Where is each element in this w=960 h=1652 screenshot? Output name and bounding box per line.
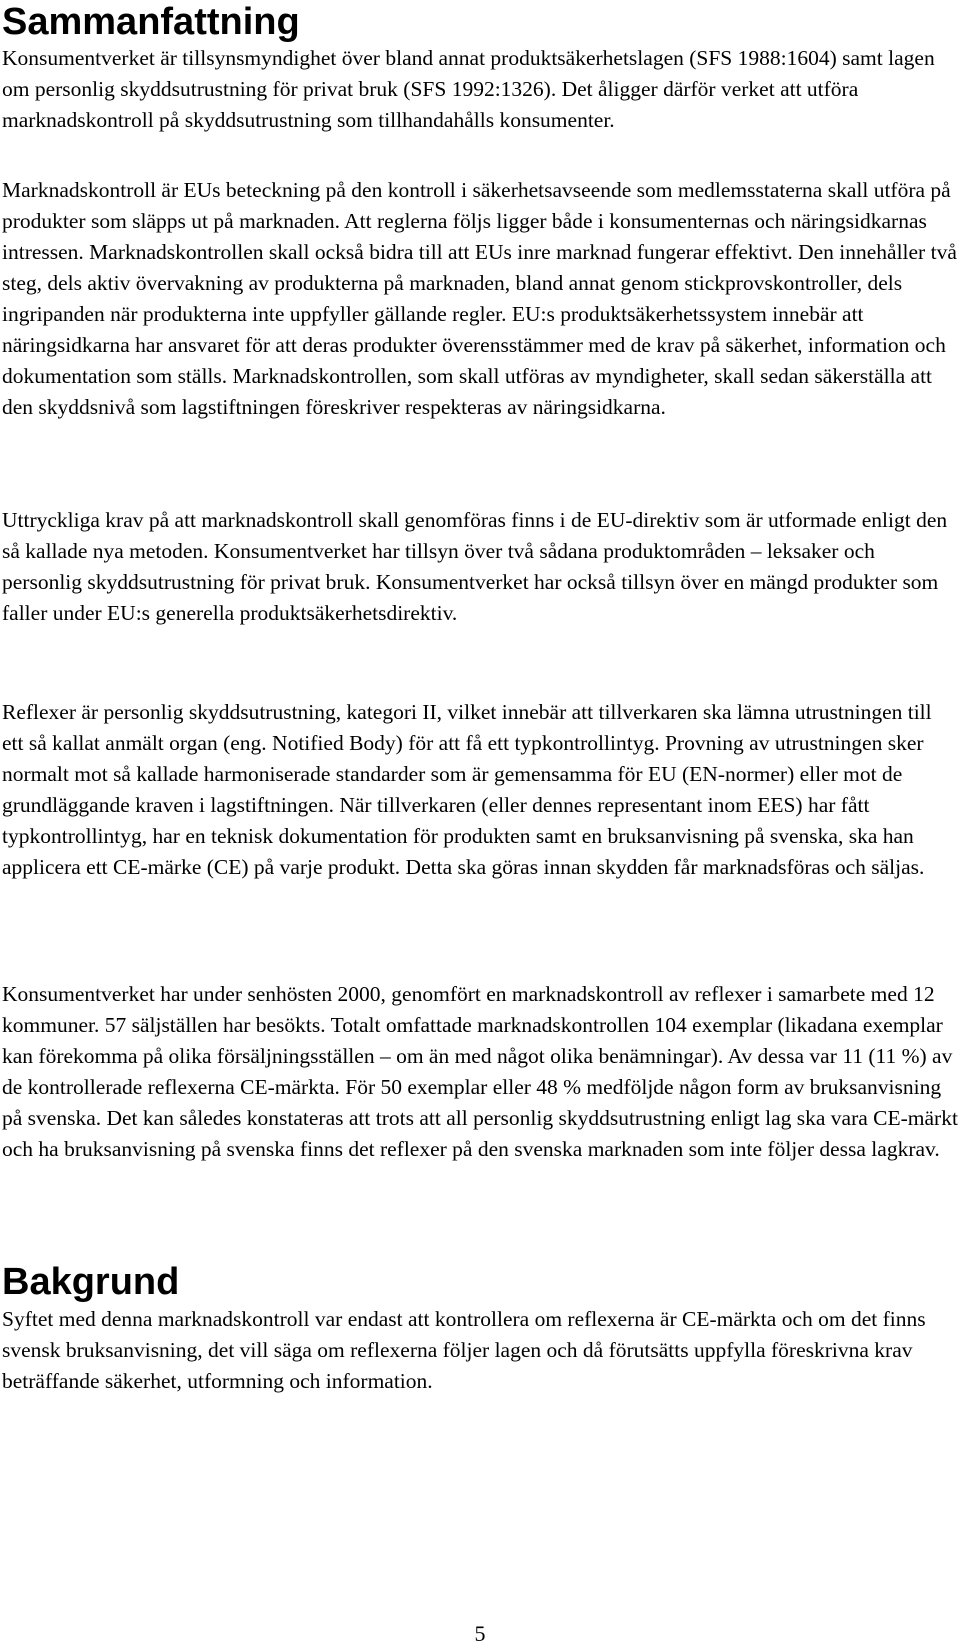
paragraph-syfte: Syftet med denna marknadskontroll var endast att kontrollera om reflexerna är CE-märkta och om det finns svensk bruksanvisning, det vill säga om reflexerna följer lagen och då förutsätts uppfylla föreskrivna krav beträffande säkerhet, utformning och information. <box>2 1307 926 1393</box>
paragraph-tillsyn: Konsumentverket är tillsynsmyndighet över bland annat produktsäkerhetslagen (SFS 1988:1604) samt lagen om personlig skyddsutrustning för privat bruk (SFS 1992:1326). Det åligger därför verket att utföra marknadskontroll på skyddsutrustning som tillhandahålls konsumenter. <box>2 46 935 132</box>
paragraph-resultat: Konsumentverket har under senhösten 2000, genomfört en marknadskontroll av reflexer i samarbete med 12 kommuner. 57 säljställen har besökts. Totalt omfattade marknadskontrollen 104 exemplar (likadana exemplar kan förekomma på olika försäljningsställen – om än med något olika benämningar). Av dessa var 11 (11 %) av de kontrollerade reflexerna CE-märkta. För 50 exemplar eller 48 % medföljde någon form av bruksanvisning på svenska. Det kan således konstateras att trots att all personlig skyddsutrustning enligt lag ska vara CE-märkt och ha bruksanvisning på svenska finns det reflexer på den svenska marknaden som inte följer dessa lagkrav. <box>2 982 958 1161</box>
paragraph-reflexer: Reflexer är personlig skyddsutrustning, kategori II, vilket innebär att tillverkaren ska lämna utrustningen till ett så kallat anmält organ (eng. Notified Body) för att få ett typkontrollintyg. Provning av utrustningen sker normalt mot så kallade harmoniserade standarder som är gemensamma för EU (EN-normer) eller mot de grundläggande kraven i lagstiftningen. När tillverkaren (eller dennes representant inom EES) har fått typkontrollintyg, har en teknisk dokumentation för produkten samt en bruksanvisning på svenska, ska han applicera ett CE-märke (CE) på varje produkt. Detta ska göras innan skydden får marknadsföras och säljas. <box>2 700 932 879</box>
paragraph-marknadskontroll: Marknadskontroll är EUs beteckning på den kontroll i säkerhetsavseende som medlemsstaterna skall utföra på produkter som släpps ut på marknaden. Att reglerna följs ligger både i konsumenternas och näringsidkarnas intressen. Marknadskontrollen skall också bidra till att EUs inre marknad fungerar effektivt. Den innehåller två steg, dels aktiv övervakning av produkterna på marknaden, bland annat genom stickprovskontroller, dels ingripanden när produkterna inte uppfyller gällande regler. EU:s produktsäkerhetssystem innebär att näringsidkarna har ansvaret för att deras produkter överensstämmer med de krav på säkerhet, information och dokumentation som ställs. Marknadskontrollen, som skall utföras av myndigheter, skall sedan säkerställa att den skyddsnivå som lagstiftningen föreskriver respekteras av näringsidkarna. <box>2 178 957 419</box>
heading-sammanfattning: Sammanfattning <box>2 1 300 43</box>
paragraph-uttryckliga-krav: Uttryckliga krav på att marknadskontroll skall genomföras finns i de EU-direktiv som är utformade enligt den så kallade nya metoden. Konsumentverket har tillsyn över två sådana produktområden – leksaker och personlig skyddsutrustning för privat bruk. Konsumentverket har också tillsyn över en mängd produkter som faller under EU:s generella produktsäkerhetsdirektiv. <box>2 508 948 625</box>
heading-bakgrund: Bakgrund <box>2 1261 180 1303</box>
page-number: 5 <box>474 1621 486 1646</box>
